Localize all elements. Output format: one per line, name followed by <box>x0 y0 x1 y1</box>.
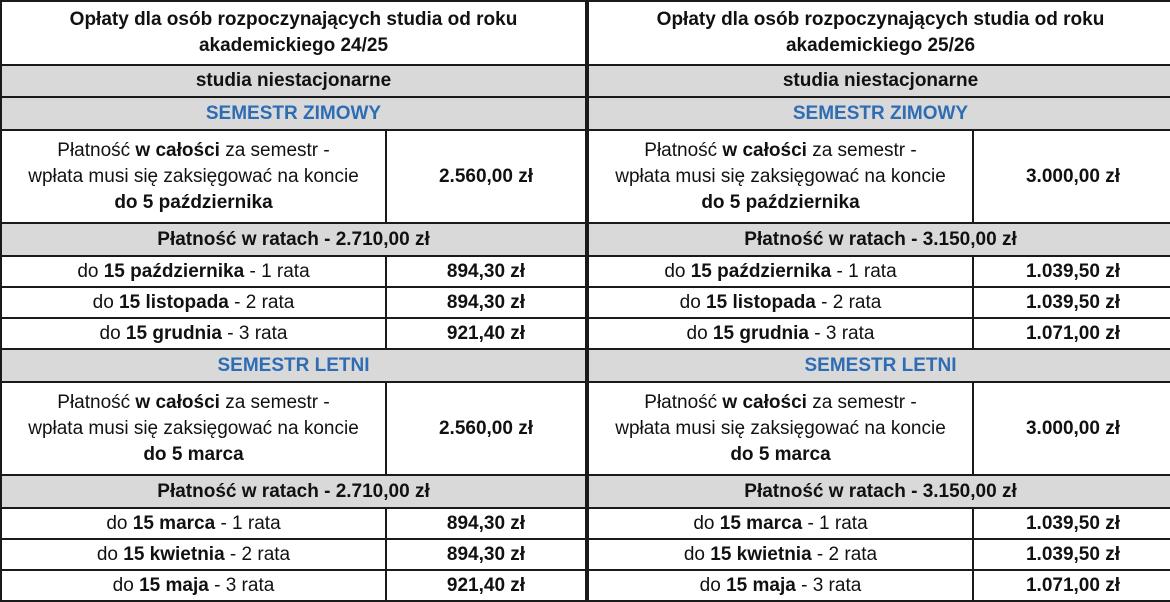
installment-due: do 15 listopada - 2 rata <box>1 287 386 318</box>
fee-table-25-26 <box>587 0 1170 602</box>
full-payment-description: Płatność w całości za semestr - wpłata musi się zaksięgować na koncie do 5 października <box>588 130 973 223</box>
full-payment-amount: 3.000,00 zł <box>973 130 1170 223</box>
installment-due: do 15 grudnia - 3 rata <box>588 318 973 349</box>
full-payment-amount: 2.560,00 zł <box>386 382 586 475</box>
full-payment-description: Płatność w całości za semestr - wpłata musi się zaksięgować na koncie do 5 marca <box>1 382 386 475</box>
installment-due: do 15 marca - 1 rata <box>1 508 386 539</box>
installment-row <box>1 508 586 539</box>
installment-row <box>588 539 1170 570</box>
installment-due: do 15 kwietnia - 2 rata <box>1 539 386 570</box>
installment-amount: 1.039,50 zł <box>973 256 1170 287</box>
installment-due: do 15 listopada - 2 rata <box>588 287 973 318</box>
installment-due: do 15 grudnia - 3 rata <box>1 318 386 349</box>
full-payment-description: Płatność w całości za semestr - wpłata musi się zaksięgować na koncie do 5 marca <box>588 382 973 475</box>
installment-due: do 15 maja - 3 rata <box>1 570 386 601</box>
study-mode: studia niestacjonarne <box>1 65 586 97</box>
installments-header: Płatność w ratach - 3.150,00 zł <box>588 223 1170 256</box>
installment-amount: 921,40 zł <box>386 318 586 349</box>
installment-amount: 1.039,50 zł <box>973 508 1170 539</box>
full-payment-amount: 3.000,00 zł <box>973 382 1170 475</box>
installment-amount: 894,30 zł <box>386 508 586 539</box>
installment-row <box>1 256 586 287</box>
semester-header-winter: SEMESTR ZIMOWY <box>588 97 1170 130</box>
installment-row <box>1 287 586 318</box>
installment-amount: 894,30 zł <box>386 256 586 287</box>
installment-row <box>588 508 1170 539</box>
installment-amount: 1.039,50 zł <box>973 287 1170 318</box>
installment-due: do 15 marca - 1 rata <box>588 508 973 539</box>
installment-amount: 921,40 zł <box>386 570 586 601</box>
semester-header-summer: SEMESTR LETNI <box>1 349 586 382</box>
installment-due: do 15 października - 1 rata <box>1 256 386 287</box>
installment-row <box>1 539 586 570</box>
installment-due: do 15 maja - 3 rata <box>588 570 973 601</box>
installment-amount: 1.039,50 zł <box>973 539 1170 570</box>
installment-due: do 15 kwietnia - 2 rata <box>588 539 973 570</box>
installment-amount: 894,30 zł <box>386 287 586 318</box>
table-title: Opłaty dla osób rozpoczynających studia od roku akademickiego 25/26 <box>588 1 1170 65</box>
installment-row <box>1 570 586 601</box>
installment-row <box>588 287 1170 318</box>
installments-header: Płatność w ratach - 3.150,00 zł <box>588 475 1170 508</box>
semester-header-summer: SEMESTR LETNI <box>588 349 1170 382</box>
installments-header: Płatność w ratach - 2.710,00 zł <box>1 223 586 256</box>
installment-amount: 894,30 zł <box>386 539 586 570</box>
semester-header-winter: SEMESTR ZIMOWY <box>1 97 586 130</box>
study-mode: studia niestacjonarne <box>588 65 1170 97</box>
full-payment-amount: 2.560,00 zł <box>386 130 586 223</box>
full-payment-description: Płatność w całości za semestr - wpłata musi się zaksięgować na koncie do 5 października <box>1 130 386 223</box>
installment-amount: 1.071,00 zł <box>973 570 1170 601</box>
installment-due: do 15 października - 1 rata <box>588 256 973 287</box>
installments-header: Płatność w ratach - 2.710,00 zł <box>1 475 586 508</box>
installment-row <box>1 318 586 349</box>
table-title: Opłaty dla osób rozpoczynających studia od roku akademickiego 24/25 <box>1 1 586 65</box>
installment-amount: 1.071,00 zł <box>973 318 1170 349</box>
installment-row <box>588 318 1170 349</box>
installment-row <box>588 256 1170 287</box>
installment-row <box>588 570 1170 601</box>
